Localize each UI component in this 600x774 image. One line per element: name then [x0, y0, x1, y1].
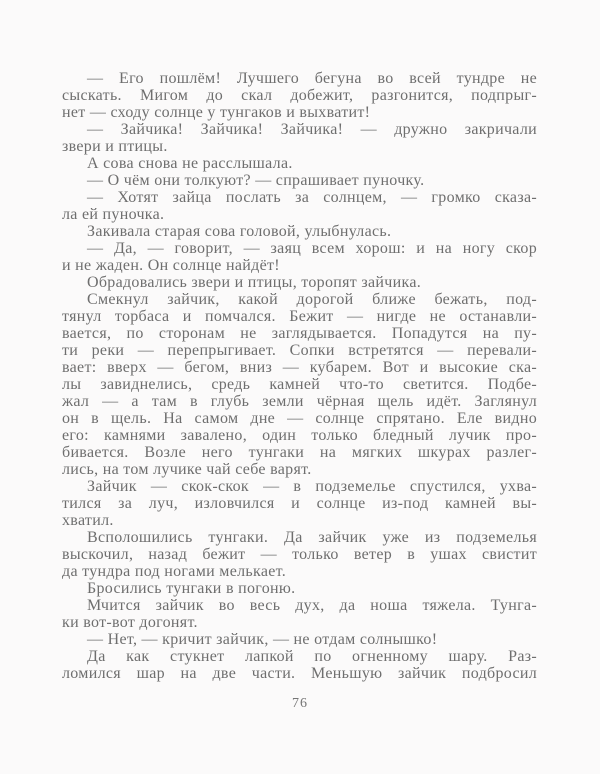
text-line: ти реки — перепрыгивает. Сопки встретятся — перевали- [62, 342, 537, 359]
text-line: выскочил, назад бежит — только ветер в ушах свистит [62, 546, 537, 563]
text-block [62, 70, 537, 682]
text-line: Бросились тунгаки в погоню. [87, 580, 296, 597]
text-line: вает: вверх — бегом, вниз — кубарем. Вот и высокие ска- [62, 359, 537, 376]
text-line: ла ей пуночка. [62, 206, 165, 223]
text-line: сыскать. Мигом до скал добежит, разгонится, подпрыг- [62, 87, 537, 104]
text-line: А сова снова не расслышала. [87, 155, 293, 172]
text-line: — Его пошлём! Лучшего бегуна во всей тундре не [87, 70, 537, 87]
text-line: лись, на том лучике чай себе варят. [62, 461, 312, 478]
text-line: бивается. Возле него тунгаки на мягких шкурах разлег- [62, 444, 537, 461]
text-line: Смекнул зайчик, какой дорогой ближе бежать, под- [87, 291, 537, 308]
text-line: да тундра под ногами мелькает. [62, 563, 287, 580]
text-line: его: камнями завалено, один только бледный лучик про- [62, 427, 537, 444]
text-line: хватил. [62, 512, 114, 529]
text-line: Зайчик — скок-скок — в подземелье спустился, ухва- [87, 478, 537, 495]
text-line: ки вот-вот догонят. [62, 614, 198, 631]
text-line: — Нет, — кричит зайчик, — не отдам солнышко! [87, 631, 438, 648]
text-line: Обрадовались звери и птицы, торопят зайчика. [87, 274, 422, 291]
text-line: лы завиднелись, средь камней что-то светится. Подбе- [62, 376, 537, 393]
text-line: тянул торбаса и помчался. Бежит — нигде не останавли- [62, 308, 537, 325]
text-line: жал — а там в глубь земли чёрная щель идёт. Заглянул [62, 393, 537, 410]
text-line: Закивала старая сова головой, улыбнулась. [87, 223, 392, 240]
text-line: Мчится зайчик во весь дух, да ноша тяжела. Тунга- [87, 597, 537, 614]
text-line: Всполошились тунгаки. Да зайчик уже из подземелья [87, 529, 537, 546]
text-line: звери и птицы. [62, 138, 168, 155]
text-line: тился за луч, изловчился и солнце из-под камней вы- [62, 495, 537, 512]
text-line: он в щель. На самом дне — солнце спрятано. Еле видно [62, 410, 537, 427]
page-number: 76 [292, 696, 308, 711]
text-line: Да как стукнет лапкой по огненному шару. Раз- [87, 648, 537, 665]
text-line: — О чём они толкуют? — спрашивает пуночку. [87, 172, 425, 189]
text-line: нет — сходу солнце у тунгаков и выхватит! [62, 104, 371, 121]
text-line: — Хотят зайца послать за солнцем, — громко сказа- [87, 189, 537, 206]
text-line: — Зайчика! Зайчика! Зайчика! — дружно закричали [87, 121, 537, 138]
text-line: вается, по сторонам не заглядывается. Попадутся на пу- [62, 325, 537, 342]
text-line: и не жаден. Он солнце найдёт! [62, 257, 280, 274]
text-line: ломился шар на две части. Меньшую зайчик подбросил [62, 665, 537, 682]
text-line: — Да, — говорит, — заяц всем хорош: и на ногу скор [87, 240, 537, 257]
